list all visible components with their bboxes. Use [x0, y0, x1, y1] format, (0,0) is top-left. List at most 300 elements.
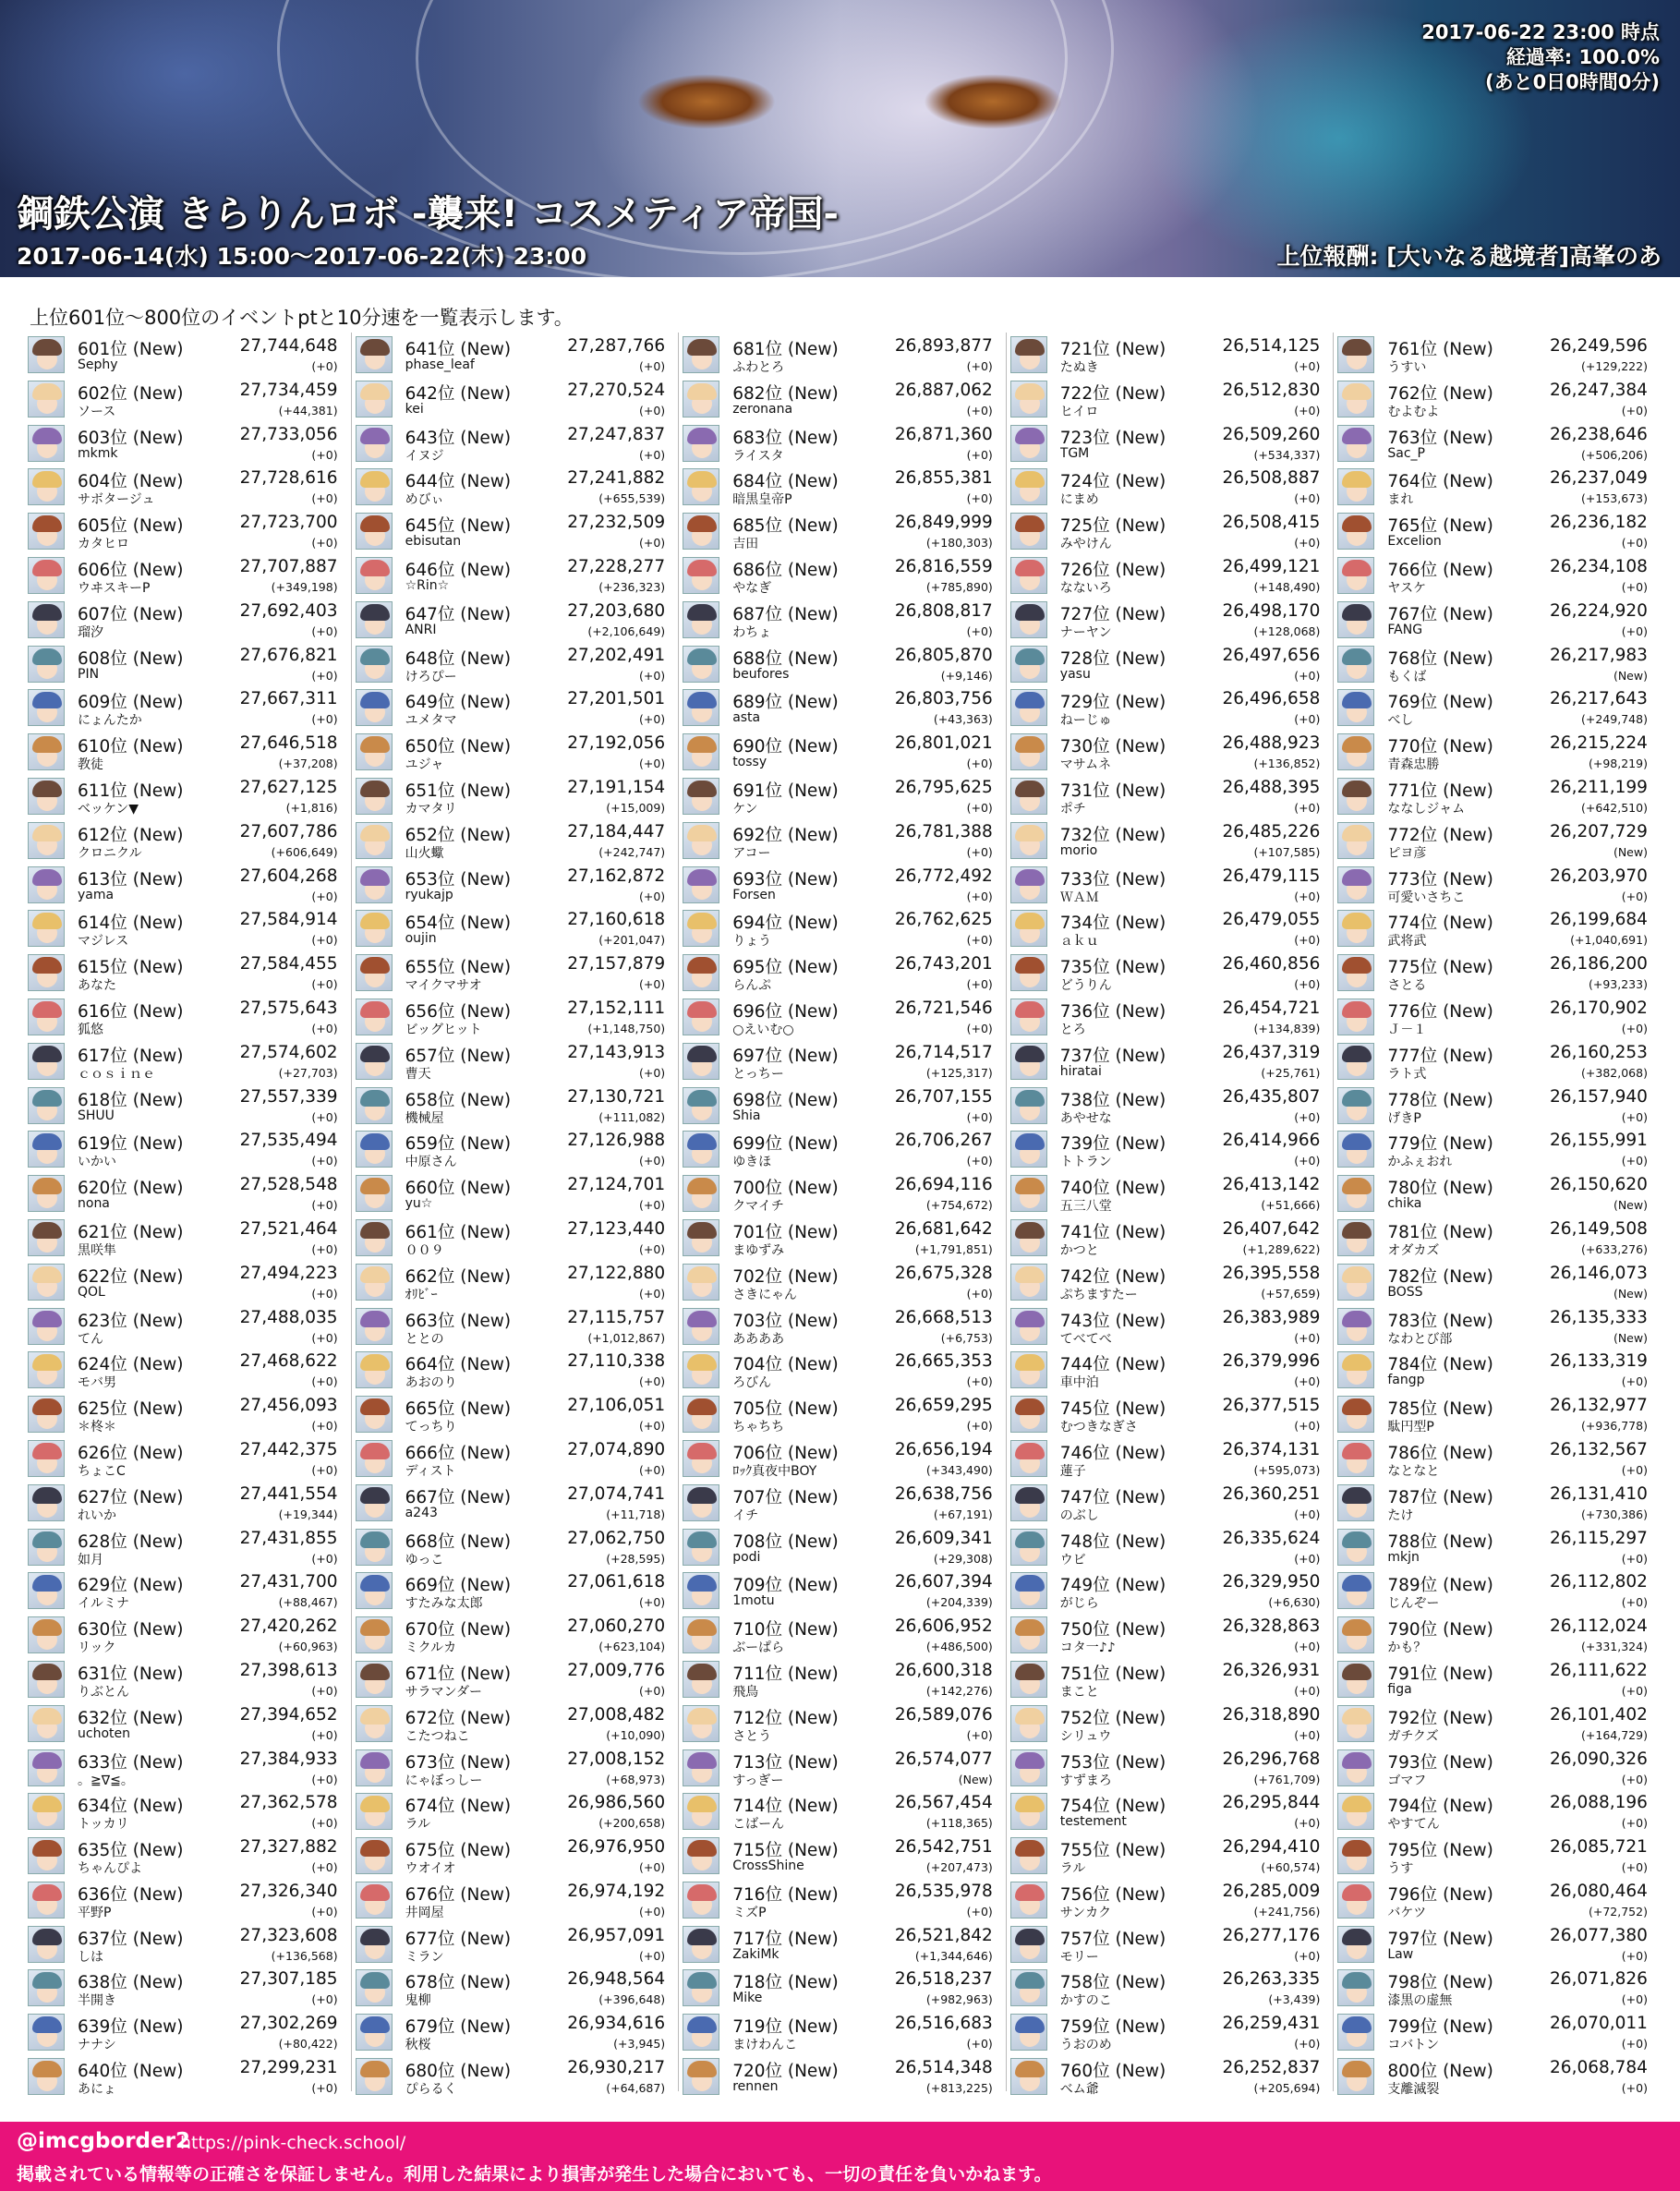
- producer-name: バケツ: [1387, 1905, 1427, 1920]
- producer-name: にょんたか: [78, 713, 142, 729]
- event-points: 26,849,999: [894, 513, 993, 533]
- idol-avatar-icon: [356, 1351, 393, 1388]
- ranking-column: [1009, 333, 1335, 2098]
- ten-min-speed: (+0): [1294, 712, 1321, 727]
- event-points: 26,199,684: [1550, 910, 1648, 930]
- producer-name: kei: [405, 401, 424, 417]
- producer-name: ウヰスキーP: [78, 580, 151, 596]
- rank-label: 766位 (New): [1387, 560, 1493, 580]
- idol-avatar-icon: [356, 381, 393, 418]
- idol-avatar-icon: [1337, 1529, 1374, 1566]
- rank-label: 794位 (New): [1387, 1797, 1493, 1817]
- idol-avatar-icon: [683, 1087, 719, 1124]
- event-points: 26,203,970: [1550, 866, 1648, 886]
- ten-min-speed: (+88,467): [278, 1595, 338, 1610]
- ranking-row: [1009, 1834, 1334, 1878]
- rank-label: 729位 (New): [1059, 693, 1166, 713]
- idol-avatar-icon: [1337, 513, 1374, 550]
- producer-name: mkjn: [1387, 1549, 1420, 1565]
- event-points: 27,327,882: [239, 1837, 338, 1858]
- ten-min-speed: (+1,012,867): [587, 1330, 666, 1345]
- twitter-handle-link[interactable]: @imcgborder2: [17, 2129, 190, 2153]
- rank-label: 603位 (New): [78, 428, 184, 448]
- ten-min-speed: (+0): [966, 623, 993, 638]
- producer-name: まゆずみ: [732, 1242, 785, 1258]
- rank-label: 661位 (New): [405, 1222, 512, 1242]
- idol-avatar-icon: [28, 1749, 65, 1786]
- ranking-row: [1336, 685, 1661, 730]
- ranking-row: [681, 642, 1006, 686]
- ranking-row: [1009, 685, 1334, 730]
- producer-name: mkmk: [78, 445, 118, 461]
- event-points: 27,728,616: [239, 468, 338, 489]
- producer-name: asta: [732, 710, 761, 726]
- ten-min-speed: (+0): [966, 889, 993, 903]
- ten-min-speed: (+813,225): [925, 2081, 993, 2096]
- idol-avatar-icon: [356, 1308, 393, 1345]
- ranking-row: [1009, 1304, 1334, 1349]
- event-points: 26,498,170: [1222, 600, 1321, 621]
- ranking-row: [1009, 377, 1334, 421]
- ranking-row: [354, 1348, 679, 1392]
- idol-avatar-icon: [28, 1616, 65, 1653]
- event-points: 26,714,517: [894, 1042, 993, 1062]
- ranking-list: [26, 333, 1662, 2098]
- idol-avatar-icon: [683, 1749, 719, 1786]
- event-points: 26,743,201: [894, 954, 993, 974]
- event-points: 27,528,548: [239, 1175, 338, 1195]
- rank-label: 759位 (New): [1059, 2017, 1166, 2038]
- rank-label: 611位 (New): [78, 781, 184, 801]
- ranking-row: [26, 333, 351, 377]
- producer-name: こばーん: [732, 1817, 785, 1833]
- idol-avatar-icon: [1337, 2014, 1374, 2051]
- producer-name: ねーじゅ: [1059, 713, 1112, 729]
- producer-name: ラト式: [1387, 1066, 1427, 1082]
- producer-name: ろびん: [732, 1375, 772, 1391]
- rank-label: 641位 (New): [405, 340, 512, 359]
- idol-avatar-icon: [28, 1484, 65, 1521]
- producer-name: ａｋｕ: [1059, 934, 1099, 950]
- ten-min-speed: (+0): [1621, 1154, 1648, 1168]
- producer-name: マジレス: [78, 934, 129, 950]
- ten-min-speed: (+107,585): [1253, 844, 1321, 859]
- ten-min-speed: (+0): [639, 1241, 666, 1256]
- ten-min-speed: (+0): [1294, 536, 1321, 551]
- event-points: 26,101,402: [1550, 1704, 1648, 1725]
- ten-min-speed: (+0): [1294, 933, 1321, 948]
- event-points: 27,228,277: [567, 556, 666, 576]
- ranking-row: [354, 1613, 679, 1657]
- rank-label: 789位 (New): [1387, 1576, 1493, 1596]
- ten-min-speed: (+343,490): [925, 1462, 993, 1477]
- ranking-row: [26, 1216, 351, 1260]
- event-points: 26,707,155: [894, 1086, 993, 1107]
- ten-min-speed: (+11,718): [606, 1507, 666, 1521]
- ranking-row: [681, 1746, 1006, 1790]
- ten-min-speed: (+0): [311, 1727, 338, 1742]
- ten-min-speed: (+200,658): [598, 1816, 666, 1831]
- producer-name: やすてん: [1387, 1817, 1440, 1833]
- idol-avatar-icon: [683, 646, 719, 683]
- event-points: 27,692,403: [239, 600, 338, 621]
- ranking-row: [681, 730, 1006, 774]
- idol-avatar-icon: [1337, 999, 1374, 1035]
- ten-min-speed: (+1,040,691): [1570, 933, 1648, 948]
- ten-min-speed: (+67,191): [933, 1507, 993, 1521]
- ranking-row: [26, 1039, 351, 1083]
- event-points: 27,584,455: [239, 954, 338, 974]
- rank-label: 785位 (New): [1387, 1399, 1493, 1420]
- ranking-row: [26, 1966, 351, 2010]
- producer-name: ☆Rin☆: [405, 577, 450, 593]
- event-points: 26,574,077: [894, 1749, 993, 1769]
- event-points: 27,302,269: [239, 2014, 338, 2034]
- event-points: 27,431,855: [239, 1528, 338, 1548]
- rank-label: 686位 (New): [732, 560, 839, 580]
- event-points: 26,160,253: [1550, 1042, 1648, 1062]
- ranking-row: [1009, 995, 1334, 1039]
- ten-min-speed: (+0): [311, 1816, 338, 1831]
- producer-name: まけわんこ: [732, 2038, 798, 2053]
- idol-avatar-icon: [1010, 1440, 1047, 1477]
- idol-avatar-icon: [1337, 646, 1374, 683]
- event-points: 26,211,199: [1550, 777, 1648, 797]
- ranking-row: [354, 1392, 679, 1436]
- producer-name: こたつねこ: [405, 1728, 470, 1744]
- event-points: 26,855,381: [894, 468, 993, 489]
- ranking-row: [1336, 1878, 1661, 1922]
- event-points: 26,772,492: [894, 866, 993, 886]
- idol-avatar-icon: [1010, 2058, 1047, 2095]
- ranking-row: [681, 1083, 1006, 1128]
- event-points: 26,803,756: [894, 689, 993, 709]
- rank-label: 791位 (New): [1387, 1664, 1493, 1684]
- ten-min-speed: (+0): [1294, 1507, 1321, 1521]
- ten-min-speed: (+0): [966, 977, 993, 992]
- event-points: 27,398,613: [239, 1660, 338, 1680]
- producer-name: ピヨ彦: [1387, 845, 1427, 861]
- producer-name: 狐悠: [78, 1022, 103, 1037]
- ranking-row: [354, 1216, 679, 1260]
- event-points: 27,323,608: [239, 1925, 338, 1945]
- timestamp: 2017-06-22 23:00 時点: [1421, 21, 1660, 43]
- producer-name: ユメタマ: [405, 713, 457, 729]
- rank-label: 764位 (New): [1387, 472, 1493, 492]
- idol-avatar-icon: [683, 733, 719, 770]
- producer-name: いかい: [78, 1155, 116, 1170]
- ten-min-speed: (+142,276): [925, 1683, 993, 1698]
- ranking-row: [681, 509, 1006, 553]
- event-points: 26,080,464: [1550, 1881, 1648, 1901]
- event-points: 26,514,348: [894, 2058, 993, 2078]
- idol-avatar-icon: [356, 1440, 393, 1477]
- ten-min-speed: (+0): [639, 1065, 666, 1080]
- event-points: 26,318,890: [1222, 1704, 1321, 1725]
- ranking-row: [1009, 1657, 1334, 1701]
- event-points: 27,441,554: [239, 1483, 338, 1504]
- producer-name: 可愛いさちこ: [1387, 890, 1466, 905]
- idol-avatar-icon: [683, 910, 719, 947]
- idol-avatar-icon: [28, 1926, 65, 1963]
- ranking-row: [1009, 730, 1334, 774]
- producer-name: ソース: [78, 404, 116, 419]
- idol-avatar-icon: [1010, 954, 1047, 991]
- ten-min-speed: (+0): [311, 1154, 338, 1168]
- ten-min-speed: (+0): [311, 1683, 338, 1698]
- ranking-row: [354, 598, 679, 642]
- event-points: 27,124,701: [567, 1175, 666, 1195]
- ranking-row: [681, 1613, 1006, 1657]
- producer-name: のぶし: [1059, 1507, 1099, 1523]
- event-points: 27,456,093: [239, 1396, 338, 1416]
- ten-min-speed: (+0): [639, 1286, 666, 1301]
- ranking-row: [354, 1568, 679, 1613]
- rank-label: 769位 (New): [1387, 693, 1493, 713]
- event-points: 26,762,625: [894, 910, 993, 930]
- ranking-row: [354, 1171, 679, 1216]
- event-points: 27,287,766: [567, 336, 666, 356]
- event-points: 26,170,902: [1550, 998, 1648, 1018]
- event-points: 26,512,830: [1222, 380, 1321, 400]
- rank-label: 738位 (New): [1059, 1090, 1166, 1110]
- ten-min-speed: (+205,694): [1253, 2081, 1321, 2096]
- rank-label: 685位 (New): [732, 516, 839, 537]
- ten-min-speed: (+0): [1621, 1021, 1648, 1035]
- ranking-row: [1009, 1216, 1334, 1260]
- idol-avatar-icon: [1010, 1969, 1047, 2006]
- producer-name: トトラン: [1059, 1155, 1112, 1170]
- idol-avatar-icon: [356, 1264, 393, 1301]
- rank-label: 714位 (New): [732, 1797, 839, 1817]
- rank-label: 754位 (New): [1059, 1797, 1166, 1817]
- producer-name: ryukajp: [405, 887, 453, 902]
- producer-name: カタヒロ: [78, 537, 129, 552]
- ranking-row: [1009, 774, 1334, 818]
- idol-avatar-icon: [356, 822, 393, 859]
- ranking-row: [1009, 1039, 1334, 1083]
- ranking-row: [681, 2010, 1006, 2054]
- rank-label: 770位 (New): [1387, 737, 1493, 757]
- ten-min-speed: (+2,106,649): [587, 623, 666, 638]
- ranking-row: [1009, 1481, 1334, 1525]
- ten-min-speed: (+1,148,750): [587, 1021, 666, 1035]
- idol-avatar-icon: [356, 1131, 393, 1168]
- event-points: 26,974,192: [567, 1881, 666, 1901]
- idol-avatar-icon: [356, 1661, 393, 1698]
- ten-min-speed: (+0): [639, 1595, 666, 1610]
- ten-min-speed: (+129,222): [1581, 359, 1648, 373]
- idol-avatar-icon: [28, 336, 65, 373]
- ranking-row: [1009, 1525, 1334, 1569]
- ten-min-speed: (+0): [966, 1904, 993, 1919]
- rank-label: 687位 (New): [732, 604, 839, 624]
- producer-name: かすのこ: [1059, 1993, 1112, 2009]
- ranking-row: [681, 553, 1006, 598]
- producer-name: ポチ: [1059, 801, 1086, 817]
- producer-name: ゴマフ: [1387, 1773, 1427, 1788]
- producer-name: 鬼柳: [405, 1993, 431, 2009]
- ranking-row: [1336, 1789, 1661, 1834]
- rank-label: 745位 (New): [1059, 1399, 1166, 1420]
- ranking-row: [1009, 1746, 1334, 1790]
- idol-avatar-icon: [1010, 1529, 1047, 1566]
- idol-avatar-icon: [28, 425, 65, 462]
- producer-name: サラマンダー: [405, 1684, 483, 1700]
- ranking-row: [681, 1657, 1006, 1701]
- ranking-row: [1336, 1613, 1661, 1657]
- ranking-row: [26, 774, 351, 818]
- rank-label: 779位 (New): [1387, 1134, 1493, 1155]
- event-points: 27,060,270: [567, 1616, 666, 1637]
- rank-label: 735位 (New): [1059, 958, 1166, 978]
- producer-name: てっちり: [405, 1420, 457, 1435]
- producer-name: ミクルカ: [405, 1640, 457, 1656]
- event-points: 26,606,952: [894, 1616, 993, 1637]
- idol-avatar-icon: [683, 1661, 719, 1698]
- producer-name: コタ一♪♪: [1059, 1640, 1116, 1656]
- event-points: 27,191,154: [567, 777, 666, 797]
- event-points: 26,454,721: [1222, 998, 1321, 1018]
- ten-min-speed: (+0): [639, 1948, 666, 1963]
- rank-label: 708位 (New): [732, 1531, 839, 1552]
- event-points: 27,733,056: [239, 424, 338, 444]
- idol-avatar-icon: [1010, 1882, 1047, 1919]
- ten-min-speed: (+0): [639, 889, 666, 903]
- idol-avatar-icon: [28, 1131, 65, 1168]
- ten-min-speed: (+249,748): [1581, 712, 1648, 727]
- event-points: 26,070,011: [1550, 2014, 1648, 2034]
- ten-min-speed: (+0): [1294, 977, 1321, 992]
- idol-avatar-icon: [1337, 1969, 1374, 2006]
- ten-min-speed: (+0): [311, 623, 338, 638]
- idol-avatar-icon: [1010, 778, 1047, 815]
- ranking-row: [1336, 1216, 1661, 1260]
- producer-name: うす: [1387, 1861, 1414, 1877]
- idol-avatar-icon: [1337, 910, 1374, 947]
- idol-avatar-icon: [1337, 1661, 1374, 1698]
- ten-min-speed: (+0): [639, 1462, 666, 1477]
- idol-avatar-icon: [1010, 601, 1047, 638]
- idol-avatar-icon: [1010, 822, 1047, 859]
- rank-label: 697位 (New): [732, 1046, 839, 1066]
- event-points: 26,694,116: [894, 1175, 993, 1195]
- ten-min-speed: (New): [1613, 1198, 1648, 1213]
- idol-avatar-icon: [1010, 381, 1047, 418]
- rank-label: 616位 (New): [78, 1001, 184, 1022]
- ten-min-speed: (+633,276): [1581, 1241, 1648, 1256]
- event-points: 26,607,394: [894, 1572, 993, 1592]
- ten-min-speed: (+0): [1621, 1948, 1648, 1963]
- event-points: 27,394,652: [239, 1704, 338, 1725]
- producer-name: ディスト: [405, 1463, 456, 1479]
- rank-label: 777位 (New): [1387, 1046, 1493, 1066]
- producer-name: 飛鳥: [732, 1684, 759, 1700]
- idol-avatar-icon: [683, 601, 719, 638]
- rank-label: 793位 (New): [1387, 1752, 1493, 1773]
- idol-avatar-icon: [1337, 1793, 1374, 1830]
- idol-avatar-icon: [1010, 1043, 1047, 1080]
- producer-name: にゃぼっしー: [405, 1773, 483, 1788]
- producer-name: モリー: [1059, 1949, 1099, 1965]
- rank-label: 666位 (New): [405, 1443, 512, 1463]
- ten-min-speed: (+27,703): [278, 1065, 338, 1080]
- top-reward: 上位報酬: [大いなる越境者]高峯のあ: [1276, 243, 1662, 270]
- producer-name: げきP: [1387, 1110, 1421, 1126]
- ranking-row: [681, 1789, 1006, 1834]
- ten-min-speed: (+0): [966, 800, 993, 815]
- disclaimer: 掲載されている情報等の正確さを保証しません。利用した結果により損害が発生した場合においても、一切の責任を負いかねます。: [17, 2164, 1052, 2185]
- ten-min-speed: (+623,104): [598, 1640, 666, 1654]
- rank-label: 786位 (New): [1387, 1443, 1493, 1463]
- banner-art-eye: [637, 74, 776, 129]
- ranking-row: [1336, 774, 1661, 818]
- idol-avatar-icon: [1337, 1440, 1374, 1477]
- idol-avatar-icon: [1337, 425, 1374, 462]
- rank-label: 749位 (New): [1059, 1576, 1166, 1596]
- ranking-row: [681, 1436, 1006, 1481]
- ten-min-speed: (+0): [311, 1462, 338, 1477]
- producer-name: chika: [1387, 1196, 1422, 1212]
- rank-label: 683位 (New): [732, 428, 839, 448]
- idol-avatar-icon: [356, 601, 393, 638]
- rank-label: 716位 (New): [732, 1884, 839, 1905]
- ten-min-speed: (+80,422): [278, 2037, 338, 2052]
- idol-avatar-icon: [1337, 1882, 1374, 1919]
- ranking-row: [26, 685, 351, 730]
- producer-name: すっぎー: [732, 1773, 784, 1788]
- event-points: 26,112,802: [1550, 1572, 1648, 1592]
- rank-label: 622位 (New): [78, 1266, 184, 1287]
- producer-name: ぴらるく: [405, 2082, 457, 2098]
- rank-label: 606位 (New): [78, 560, 184, 580]
- ranking-row: [681, 995, 1006, 1039]
- idol-avatar-icon: [1337, 1131, 1374, 1168]
- event-points: 26,986,560: [567, 1793, 666, 1813]
- rank-label: 696位 (New): [732, 1001, 839, 1022]
- idol-avatar-icon: [683, 954, 719, 991]
- site-url-link[interactable]: https://pink-check.school/: [180, 2133, 406, 2153]
- idol-avatar-icon: [356, 1484, 393, 1521]
- idol-avatar-icon: [1337, 1175, 1374, 1212]
- producer-name: ｵﾘﾋﾞｰ: [405, 1287, 438, 1302]
- event-points: 27,270,524: [567, 380, 666, 400]
- ranking-row: [26, 1746, 351, 1790]
- idol-avatar-icon: [1010, 999, 1047, 1035]
- rank-label: 615位 (New): [78, 958, 184, 978]
- rank-label: 684位 (New): [732, 472, 839, 492]
- ten-min-speed: (+57,659): [1261, 1286, 1321, 1301]
- event-points: 27,535,494: [239, 1131, 338, 1151]
- event-points: 26,589,076: [894, 1704, 993, 1725]
- rank-label: 681位 (New): [732, 340, 839, 359]
- idol-avatar-icon: [28, 1882, 65, 1919]
- producer-name: あなた: [78, 978, 116, 994]
- rank-label: 682位 (New): [732, 383, 839, 404]
- event-points: 26,379,996: [1222, 1351, 1321, 1372]
- event-points: 26,295,844: [1222, 1793, 1321, 1813]
- rank-label: 620位 (New): [78, 1179, 184, 1199]
- rank-label: 643位 (New): [405, 428, 512, 448]
- event-points: 27,667,311: [239, 689, 338, 709]
- rank-label: 632位 (New): [78, 1708, 184, 1728]
- rank-label: 748位 (New): [1059, 1531, 1166, 1552]
- event-points: 26,805,870: [894, 645, 993, 665]
- ranking-row: [1336, 1171, 1661, 1216]
- producer-name: さとう: [732, 1728, 772, 1744]
- rank-label: 693位 (New): [732, 869, 839, 890]
- ranking-row: [354, 509, 679, 553]
